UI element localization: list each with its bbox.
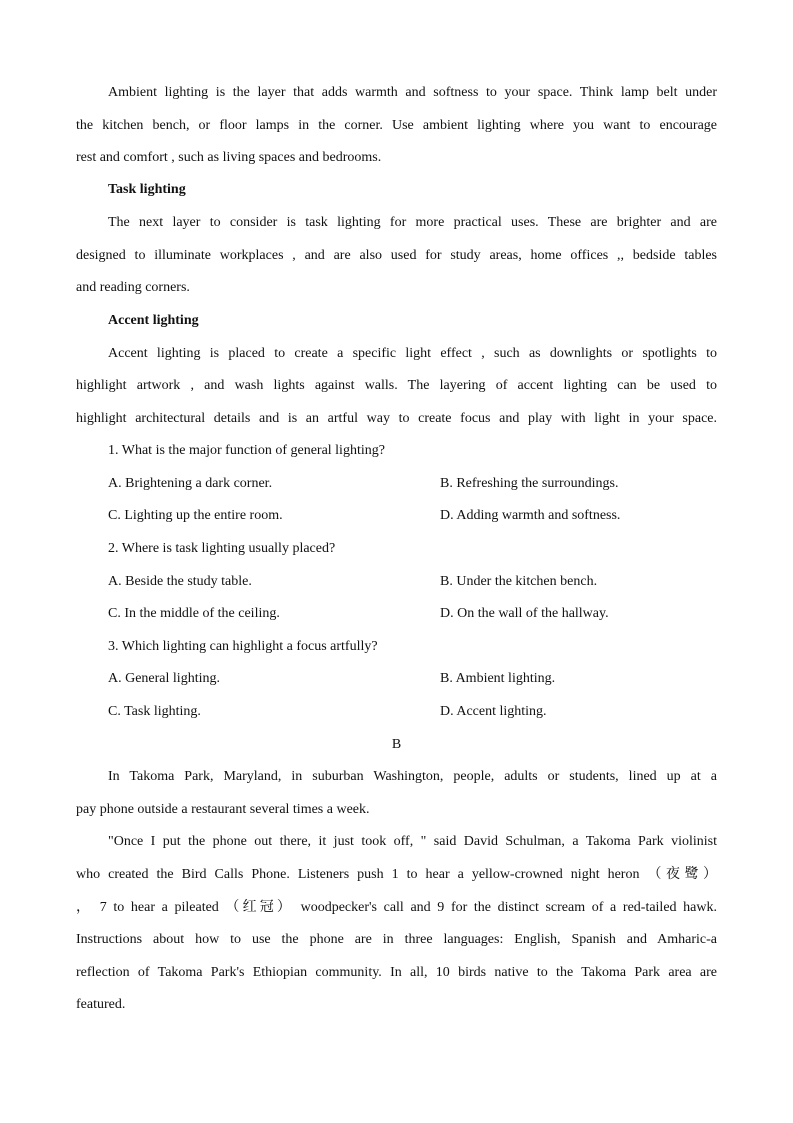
- answer-option: B. Ambient lighting.: [440, 671, 556, 686]
- paragraph-line: rest and comfort , such as living spaces and bedrooms.: [76, 150, 382, 165]
- paragraph-line: designed to illuminate workplaces , and are also used for study areas, home offices ,, bedside tables: [76, 248, 717, 263]
- question-stem: 1. What is the major function of general lighting?: [108, 443, 385, 458]
- answer-option: D. Accent lighting.: [440, 704, 547, 719]
- answer-option: A. Brightening a dark corner.: [108, 476, 273, 491]
- question-stem: 3. Which lighting can highlight a focus artfully?: [108, 639, 378, 654]
- paragraph-line: the kitchen bench, or floor lamps in the corner. Use ambient lighting where you want to encourage: [76, 118, 717, 133]
- paragraph-line: highlight artwork , and wash lights against walls. The layering of accent lighting can be used to: [76, 378, 717, 393]
- paragraph-line: who created the Bird Calls Phone. Listeners push 1 to hear a yellow-crowned night heron （夜鹭）: [76, 867, 717, 882]
- paragraph-line: "Once I put the phone out there, it just took off, " said David Schulman, a Takoma Park violinist: [108, 834, 717, 849]
- paragraph-line: reflection of Takoma Park's Ethiopian community. In all, 10 birds native to the Takoma Park area are: [76, 965, 717, 980]
- answer-option: D. On the wall of the hallway.: [440, 606, 609, 621]
- paragraph-line: pay phone outside a restaurant several times a week.: [76, 802, 370, 817]
- answer-option: C. Lighting up the entire room.: [108, 508, 283, 523]
- paragraph-line: Accent lighting is placed to create a specific light effect , such as downlights or spotlights to: [108, 346, 717, 361]
- answer-option: B. Under the kitchen bench.: [440, 574, 598, 589]
- answer-option: C. In the middle of the ceiling.: [108, 606, 280, 621]
- paragraph-line: In Takoma Park, Maryland, in suburban Washington, people, adults or students, lined up at a: [108, 769, 717, 784]
- paragraph-line: and reading corners.: [76, 280, 190, 295]
- answer-option: B. Refreshing the surroundings.: [440, 476, 619, 491]
- answer-option: A. General lighting.: [108, 671, 220, 686]
- paragraph-line: The next layer to consider is task lighting for more practical uses. These are brighter and are: [108, 215, 717, 230]
- paragraph-line: Instructions about how to use the phone are in three languages: English, Spanish and Amharic-a: [76, 932, 717, 947]
- section-label-b: B: [391, 737, 402, 752]
- paragraph-line: featured.: [76, 997, 126, 1012]
- question-stem: 2. Where is task lighting usually placed?: [108, 541, 336, 556]
- paragraph-line: highlight architectural details and is an artful way to create focus and play with light in your space.: [76, 411, 717, 426]
- answer-option: D. Adding warmth and softness.: [440, 508, 621, 523]
- section-heading-task: Task lighting: [108, 182, 186, 197]
- answer-option: C. Task lighting.: [108, 704, 201, 719]
- paragraph-line: Ambient lighting is the layer that adds warmth and softness to your space. Think lamp belt under: [108, 85, 717, 100]
- section-heading-accent: Accent lighting: [108, 313, 199, 328]
- paragraph-line: ， 7 to hear a pileated （红冠） woodpecker's call and 9 for the distinct scream of a red-tailed hawk.: [76, 900, 717, 915]
- answer-option: A. Beside the study table.: [108, 574, 252, 589]
